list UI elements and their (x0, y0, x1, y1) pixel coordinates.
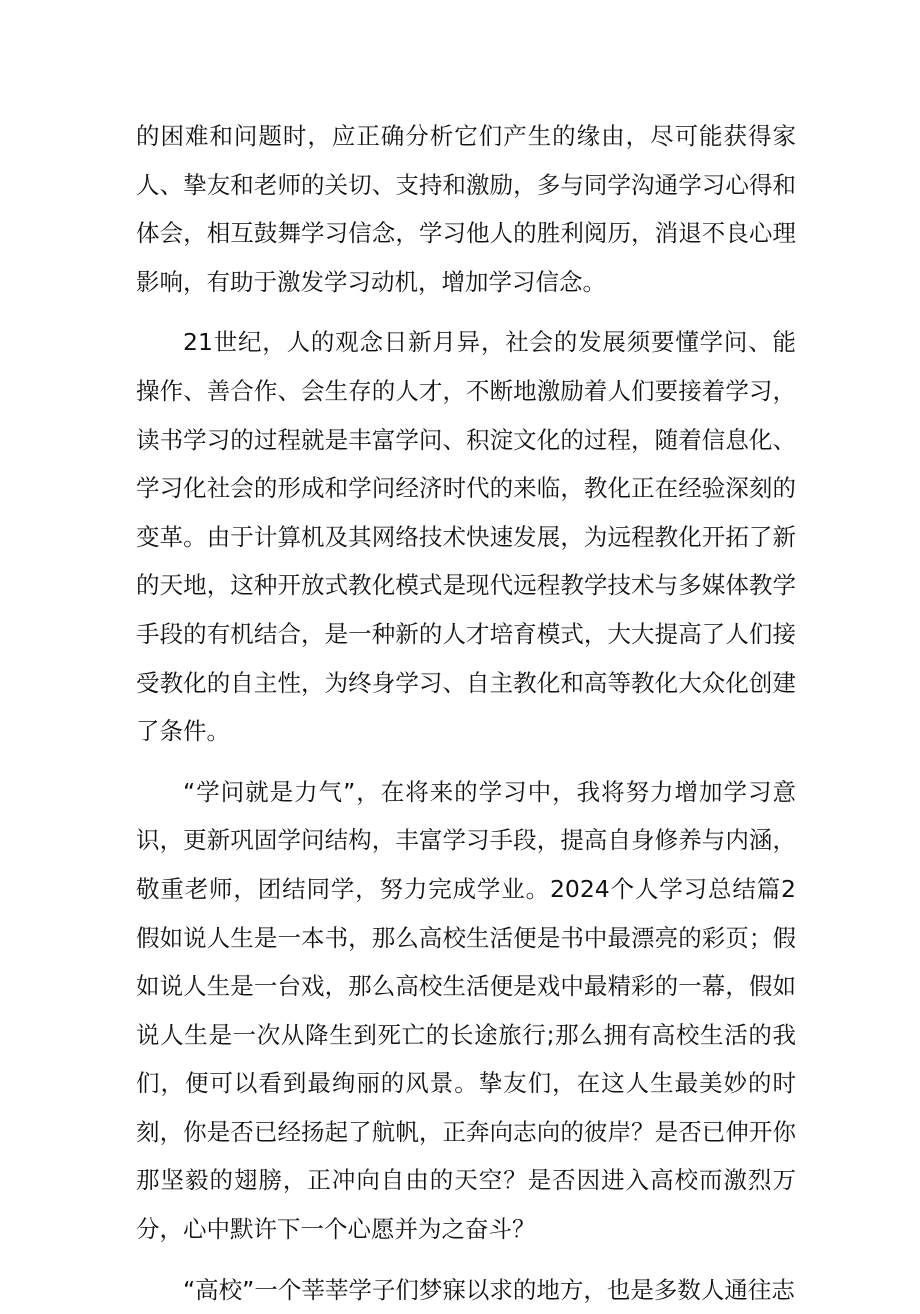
paragraph-3: “学问就是力气”，在将来的学习中，我将努力增加学习意识，更新巩固学问结构，丰富学习手段，提高自身修养与内涵，敬重老师，团结同学，努力完成学业。2024个人学习总结篇2假如说人生是一本书，那么高校生活便是书中最漂亮的彩页；假如说人生是一台戏，那么高校生活便是戏中最精彩的一幕，假如说人生是一次从降生到死亡的长途旅行;那么拥有高校生活的我们，便可以看到最绚丽的风景。挚友们，在这人生最美妙的时刻，你是否已经扬起了航帆，正奔向志向的彼岸？是否已伸开你那坚毅的翅膀，正冲向自由的天空？是否因进入高校而激烈万分，心中默许下一个心愿并为之奋斗？ (136, 777, 796, 1244)
document-body (136, 112, 796, 1314)
paragraph-1: 的困难和问题时，应正确分析它们产生的缘由，尽可能获得家人、挚友和老师的关切、支持和激励，多与同学沟通学习心得和体会，相互鼓舞学习信念，学习他人的胜利阅历，消退不良心理影响，有助于激发学习动机，增加学习信念。 (136, 122, 796, 296)
paragraph-2: 21世纪，人的观念日新月异，社会的发展须要懂学问、能操作、善合作、会生存的人才，不断地激励着人们要接着学习，读书学习的过程就是丰富学问、积淀文化的过程，随着信息化、学习化社会的形成和学问经济时代的来临，教化正在经验深刻的变革。由于计算机及其网络技术快速发展，为远程教化开拓了新的天地，这种开放式教化模式是现代远程教学技术与多媒体教学手段的有机结合，是一种新的人才培育模式，大大提高了人们接受教化的自主性，为终身学习、自主教化和高等教化大众化创建了条件。 (136, 328, 796, 746)
paragraph-4: “高校”一个莘莘学子们梦寐以求的地方，也是多数人通往志 (183, 1275, 795, 1304)
